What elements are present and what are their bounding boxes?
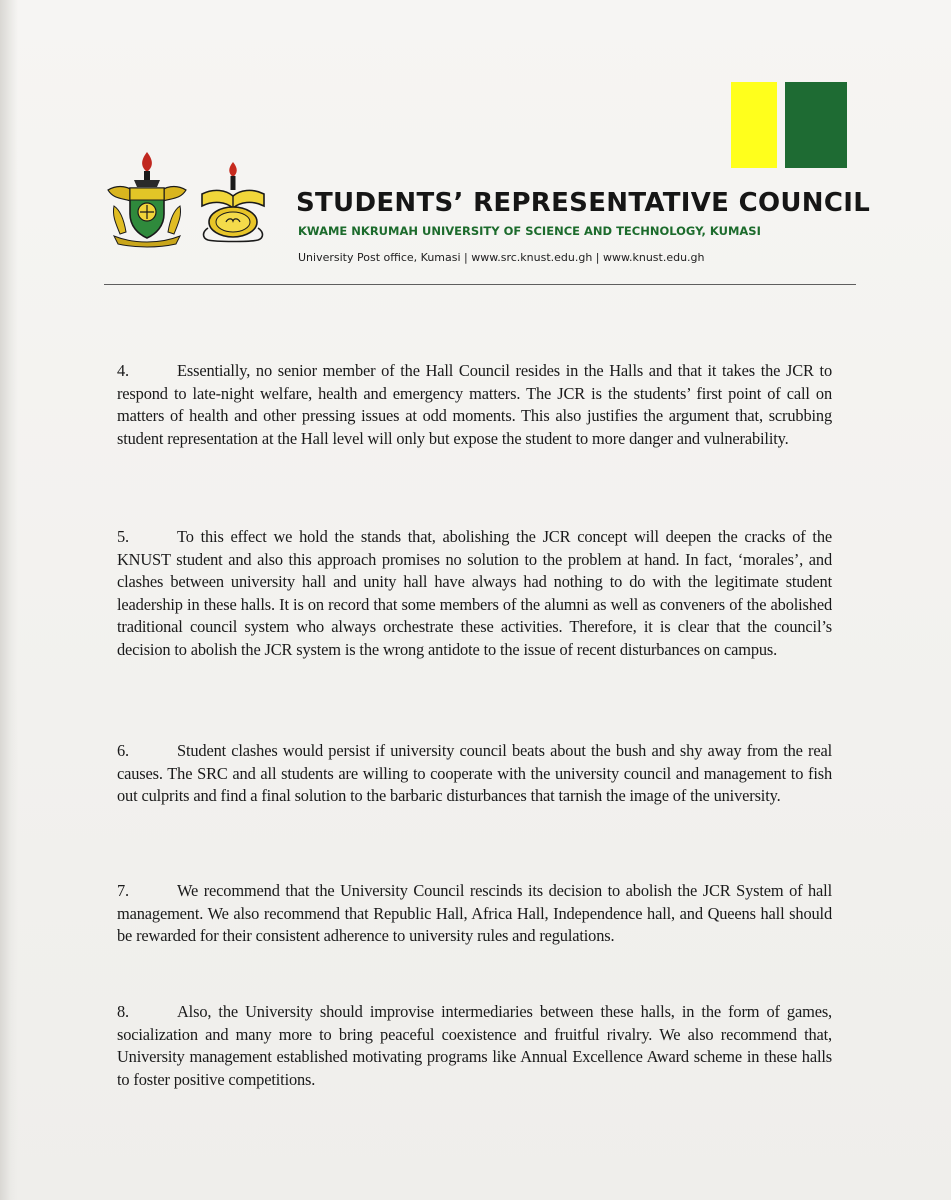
council-title: STUDENTS’ REPRESENTATIVE COUNCIL — [296, 188, 871, 218]
paragraph-6 — [117, 740, 832, 808]
paragraph-number: 4. — [117, 361, 129, 380]
paragraph-number: 5. — [117, 527, 129, 546]
paragraph-text: Essentially, no senior member of the Hall Council resides in the Halls and that it takes the JCR to respond to late-night welfare, health and emergency matters. The JCR is the students’ first point of call on matters of health and other pressing issues at odd moments. This also justifies the argument that, scrubbing student representation at the Hall level will only but expose the student to more danger and vulnerability. — [117, 361, 832, 448]
university-name: KWAME NKRUMAH UNIVERSITY OF SCIENCE AND TECHNOLOGY, KUMASI — [298, 224, 761, 238]
paragraph-5 — [117, 526, 832, 662]
paragraph-7 — [117, 880, 832, 948]
paragraph-number: 8. — [117, 1002, 129, 1021]
src-logo-icon — [192, 158, 274, 244]
paragraph-text: Also, the University should improvise intermediaries between these halls, in the form of games, socialization and many more to bring peaceful coexistence and fruitful rivalry. We also recommend that, University management established motivating programs like Annual Excellence Award scheme in these halls to foster positive competitions. — [117, 1002, 832, 1089]
header-divider — [104, 284, 856, 285]
paragraph-text: We recommend that the University Council rescinds its decision to abolish the JCR System of hall management. We also recommend that Republic Hall, Africa Hall, Independence hall, and Queens hall should be rewarded for their consistent adherence to university rules and regulations. — [117, 881, 832, 946]
knust-crest-icon — [104, 150, 190, 248]
paragraph-4 — [117, 360, 832, 450]
paragraph-number: 6. — [117, 741, 129, 760]
page-edge-shadow — [0, 0, 18, 1200]
yellow-color-block — [731, 82, 777, 168]
green-color-block — [785, 82, 847, 168]
paragraph-text: Student clashes would persist if university council beats about the bush and shy away from the real causes. The SRC and all students are willing to cooperate with the university council and management to fish out culprits and find a final solution to the barbaric disturbances that tarnish the image of the university. — [117, 741, 832, 806]
paragraph-8 — [117, 1001, 832, 1091]
paragraph-number: 7. — [117, 881, 129, 900]
paragraph-text: To this effect we hold the stands that, abolishing the JCR concept will deepen the cracks of the KNUST student and also this approach promises no solution to the problem at hand. In fact, ‘morales’, and clashes between university hall and unity hall have always had nothing to do with the legitimate student leadership in these halls. It is on record that some members of the alumni as well as conveners of the abolished traditional council system who always orchestrate these activities. Therefore, it is clear that the council’s decision to abolish the JCR system is the wrong antidote to the issue of recent disturbances on campus. — [117, 527, 832, 659]
contact-address: University Post office, Kumasi | www.src.knust.edu.gh | www.knust.edu.gh — [298, 251, 705, 264]
